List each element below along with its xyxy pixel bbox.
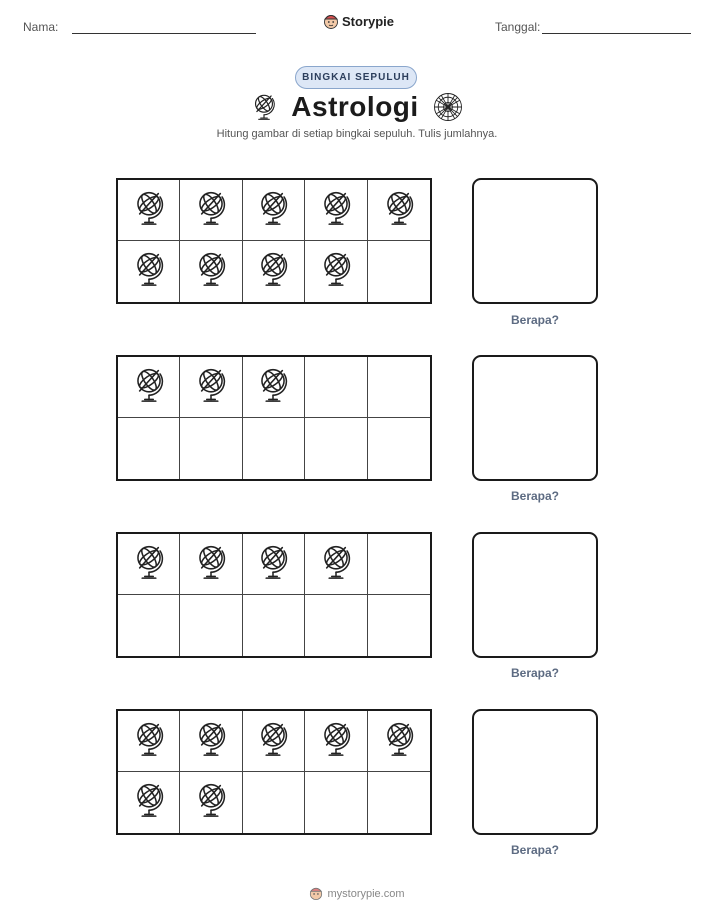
- frame-cell: [368, 711, 430, 772]
- frame-cell: [118, 357, 180, 418]
- worksheet-badge: BINGKAI SEPULUH: [295, 66, 417, 89]
- frame-cell: [305, 357, 367, 418]
- frame-cell: [305, 534, 367, 595]
- armillary-globe-icon: [194, 188, 228, 233]
- frame-cell: [368, 534, 430, 595]
- armillary-globe-icon: [132, 365, 166, 410]
- armillary-globe-icon: [319, 188, 353, 233]
- page-title: Astrologi: [291, 91, 419, 122]
- frame-cell: [368, 241, 430, 302]
- storypie-mascot-icon: [323, 13, 339, 30]
- ten-frame-2: [116, 355, 432, 481]
- armillary-globe-icon: [194, 249, 228, 294]
- armillary-globe-icon: [132, 249, 166, 294]
- instructions: Hitung gambar di setiap bingkai sepuluh. Tulis jumlahnya.: [216, 128, 498, 140]
- ten-frame-3: [116, 532, 432, 658]
- frame-cell: [118, 711, 180, 772]
- name-line[interactable]: [72, 33, 256, 34]
- frame-cell: [368, 595, 430, 656]
- date-label: Tanggal:: [495, 20, 541, 34]
- frame-cell: [243, 180, 305, 241]
- frame-cell: [368, 357, 430, 418]
- storypie-mascot-icon: [309, 886, 323, 901]
- date-line[interactable]: [542, 33, 691, 34]
- frame-cell: [305, 241, 367, 302]
- armillary-globe-icon: [256, 365, 290, 410]
- frame-cell: [118, 241, 180, 302]
- armillary-globe-icon: [256, 542, 290, 587]
- frame-cell: [180, 418, 242, 479]
- armillary-globe-icon: [256, 719, 290, 764]
- armillary-globe-icon: [382, 188, 416, 233]
- answer-box-4[interactable]: [472, 709, 598, 835]
- armillary-globe-icon: [382, 719, 416, 764]
- frame-cell: [243, 418, 305, 479]
- frame-cell: [180, 595, 242, 656]
- frame-cell: [118, 180, 180, 241]
- answer-label-4: Berapa?: [510, 843, 560, 857]
- armillary-globe-icon: [319, 542, 353, 587]
- frame-cell: [180, 711, 242, 772]
- armillary-globe-icon: [194, 780, 228, 825]
- armillary-globe-icon: [319, 249, 353, 294]
- armillary-globe-icon: [194, 719, 228, 764]
- frame-cell: [118, 595, 180, 656]
- brand-name: Storypie: [342, 14, 395, 29]
- answer-box-2[interactable]: [472, 355, 598, 481]
- frame-cell: [243, 595, 305, 656]
- answer-box-1[interactable]: [472, 178, 598, 304]
- armillary-globe-icon: [256, 249, 290, 294]
- answer-box-3[interactable]: [472, 532, 598, 658]
- frame-cell: [305, 180, 367, 241]
- armillary-globe-icon: [194, 365, 228, 410]
- armillary-globe-icon: [194, 542, 228, 587]
- frame-cell: [243, 534, 305, 595]
- frame-cell: [368, 418, 430, 479]
- armillary-globe-icon: [132, 542, 166, 587]
- frame-cell: [180, 772, 242, 833]
- armillary-globe-icon: [256, 188, 290, 233]
- frame-cell: [118, 772, 180, 833]
- frame-cell: [305, 418, 367, 479]
- answer-label-1: Berapa?: [510, 313, 560, 327]
- name-label: Nama:: [23, 20, 59, 34]
- ten-frame-4: [116, 709, 432, 835]
- zodiac-wheel-icon: [433, 92, 463, 122]
- frame-cell: [180, 357, 242, 418]
- frame-cell: [305, 595, 367, 656]
- frame-cell: [180, 180, 242, 241]
- frame-cell: [118, 534, 180, 595]
- frame-cell: [368, 772, 430, 833]
- frame-cell: [243, 357, 305, 418]
- answer-label-2: Berapa?: [510, 489, 560, 503]
- armillary-globe-icon: [132, 188, 166, 233]
- frame-cell: [180, 534, 242, 595]
- frame-cell: [368, 180, 430, 241]
- footer-site: mystorypie.com: [327, 887, 405, 900]
- frame-cell: [305, 772, 367, 833]
- frame-cell: [243, 241, 305, 302]
- footer: [0, 886, 714, 901]
- brand-logo: [323, 13, 394, 30]
- frame-cell: [243, 711, 305, 772]
- title-row: [0, 91, 714, 123]
- answer-label-3: Berapa?: [510, 666, 560, 680]
- frame-cell: [305, 711, 367, 772]
- armillary-globe-icon: [132, 719, 166, 764]
- ten-frame-1: [116, 178, 432, 304]
- armillary-globe-icon: [132, 780, 166, 825]
- frame-cell: [118, 418, 180, 479]
- armillary-globe-icon: [251, 92, 277, 122]
- frame-cell: [180, 241, 242, 302]
- frame-cell: [243, 772, 305, 833]
- armillary-globe-icon: [319, 719, 353, 764]
